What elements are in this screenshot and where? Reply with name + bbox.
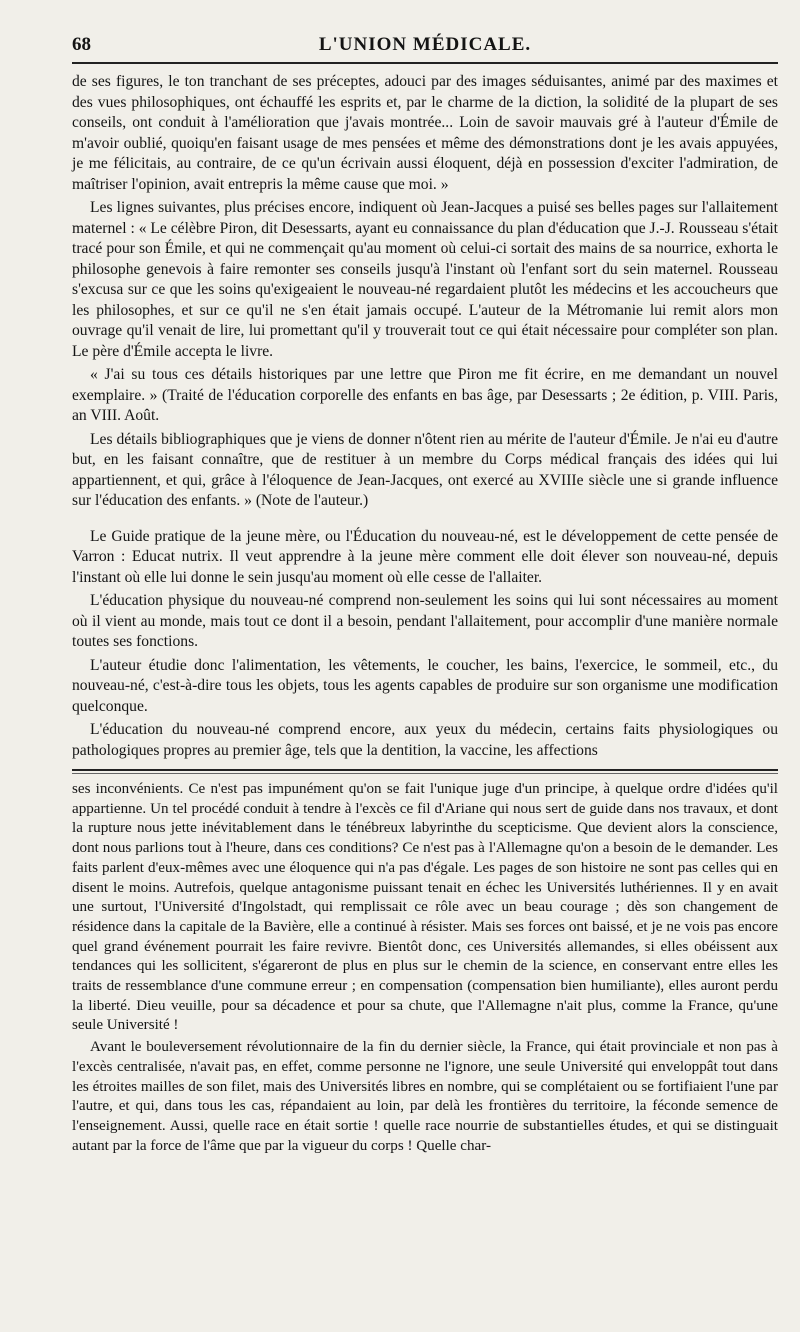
spacer <box>72 515 778 527</box>
paragraph: de ses figures, le ton tranchant de ses préceptes, adouci par des images séduisantes, animé par des maximes et des vues philosophiques, ont échauffé les esprits et, par le charme de la diction, la solidité de la plupart de ses conseils, ont conduit à l'amélioration que j'avais montrée... Loin de savoir mauvais gré à l'auteur d'Émile de m'avoir oublié, quoiqu'en faisant usage de mes pensées et même des démonstrations dont je les avais appuyées, je me félicitais, au contraire, de ce qu'un écrivain aussi éloquent, déjà en possession d'exciter l'admiration, de maîtriser l'opinion, avait entrepris la même cause que moi. » <box>72 73 778 193</box>
feuilleton-text <box>72 780 778 1156</box>
paragraph: Les lignes suivantes, plus précises encore, indiquent où Jean-Jacques a puisé ses belles pages sur l'allaitement maternel : « Le célèbre Piron, dit Desessarts, ayant eu connaissance du plan d'éducation que J.-J. Rousseau s'était tracé pour son Émile, et qui ne commençait qu'au moment où celui-ci sortait des mains de sa nourrice, exhorta le philosophe genevois à faire remonter ses conseils jusqu'à l'instant où l'enfant sort du sein maternel. Rousseau s'excusa sur ce que les soins qu'exigeaient le nouveau-né regardaient plutôt les médecins et les accoucheurs que les philosophes, et sur ce qu'il ne s'en était jamais occupé. L'auteur de la Métromanie lui remit alors mon ouvrage qu'il venait de lire, lui promettant qu'il y trouverait tout ce qui était nécessaire pour compléter son plan. Le père d'Émile accepta le livre. <box>72 199 778 360</box>
paragraph: L'éducation physique du nouveau-né comprend non-seulement les soins qui lui sont nécessaires au moment où il vient au monde, mais tout ce dont il a besoin, pendant l'allaitement, pour accomplir d'une manière normale toutes ses fonctions. <box>72 592 778 650</box>
paragraph: Les détails bibliographiques que je viens de donner n'ôtent rien au mérite de l'auteur d'Émile. Je n'ai eu d'autre but, en les faisant connaître, que de restituer à un membre du Corps médical français des idées qui lui appartiennent, et qui, grâce à l'éloquence de Jean-Jacques, ont exercé au XVIIIe siècle une si grande influence sur l'éducation des enfants. » (Note de l'auteur.) <box>72 430 778 509</box>
paragraph: Le Guide pratique de la jeune mère, ou l'Éducation du nouveau-né, est le développement de cette pensée de Varron : Educat nutrix. Il veut apprendre à la jeune mère comment elle doit élever son nouveau-né, depuis l'instant où elle lui donne le sein jusqu'au moment où elle cesse de l'allaiter. <box>72 527 778 586</box>
paragraph: Avant le bouleversement révolutionnaire de la fin du dernier siècle, la France, qui était provinciale et non pas à l'excès centralisée, n'avait pas, en effet, comme personne ne l'ignore, une seule Université qui enveloppât tout dans les étroites mailles de son filet, mais des Universités libres en nombre, qui se complétaient ou se fortifiaient l'une par l'autre, et qui, dans tous les cas, répandaient au loin, par delà les frontières du territoire, la féconde semence de l'enseignement. Aussi, quelle race en était sortie ! quelle race nourrie de substantielles études, et qui se distinguait autant par la force de l'âme que par la vigueur du corps ! Quelle char- <box>72 1039 778 1154</box>
paragraph: L'éducation du nouveau-né comprend encore, aux yeux du médecin, certains faits physiologiques ou pathologiques propres au premier âge, tels que la dentition, la vaccine, les affections <box>72 721 778 759</box>
page-header <box>72 28 778 64</box>
paragraph: L'auteur étudie donc l'alimentation, les vêtements, le coucher, les bains, l'exercice, le sommeil, etc., du nouveau-né, c'est-à-dire tous les objets, tous les agents capables de produire sur son organisme une modification quelconque. <box>72 656 778 715</box>
page-number: 68 <box>72 34 91 55</box>
section-separator <box>72 769 778 774</box>
paragraph: « J'ai su tous ces détails historiques par une lettre que Piron me fit écrire, en me demandant un nouvel exemplaire. » (Traité de l'éducation corporelle des enfants en bas âge, par Desessarts ; 2e édition, p. VIII. Paris, an VIII. Août. <box>72 366 778 424</box>
running-title: L'UNION MÉDICALE. <box>318 34 532 55</box>
main-text <box>72 72 778 761</box>
paragraph: ses inconvénients. Ce n'est pas impunément qu'on se fait l'unique juge d'un principe, à quelque ordre d'idées qu'il appartienne. Un tel procédé conduit à tendre à l'excès ce fil d'Ariane qui nous sert de guide dans nos travaux, et dont la rupture nous jette inévitablement dans le ténébreux labyrinthe du scepticisme. Que devient alors la conscience, dont nous parlions tout à l'heure, dans ces conditions? Ce n'est pas à l'Allemagne qu'on a besoin de le demander. Les faits parlent d'eux-mêmes avec une éloquence qui n'a pas d'égale. Les pages de son histoire ne sont pas celles qui en disent le moins. Autrefois, quelque antagonisme puissant tenait en échec les Universités luthériennes. Il y en avait une surtout, l'Université d'Ingolstadt, qui remplissait ce rôle avec un beau courage ; dès son changement de résidence dans la capitale de la Bavière, elle a continué à résister. Mais ses forces ont baissé, et je ne vois pas encore quel grand événement pourrait les faire revivre. Bientôt donc, ces Universités allemandes, si elles obéissent aux tendances qui les sollicitent, s'égareront de plus en plus sur le chemin de la science, en conservant entre elles les traits de ressemblance d'une commune erreur ; en compensation (compensation bien humiliante), elles auront perdu la liberté. Dieu veuille, pour sa décadence et pour sa chute, que l'Allemagne n'ait plus, comme la France, qu'une seule Université ! <box>72 781 778 1034</box>
